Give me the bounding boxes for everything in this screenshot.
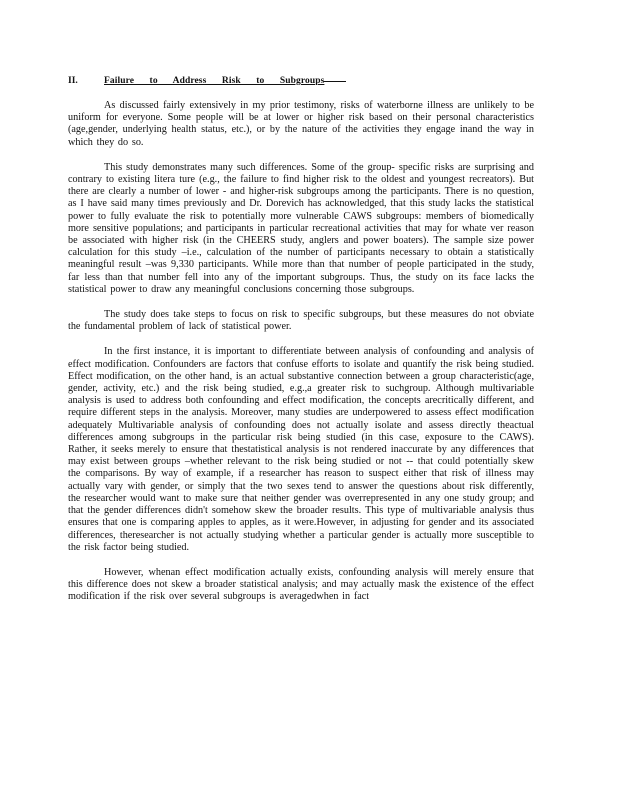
paragraph-1: As discussed fairly extensively in my prior testimony, risks of waterborne illness are unlikely to be uniform for everyone. Some people will be at lower or higher risk based on their personal characteristics (age,gender, underlying health status, etc.), or by the nature of the activities they engage inand the way in which they do so. [68, 100, 534, 148]
title-underline-extension [324, 81, 346, 82]
paragraph-2: This study demonstrates many such differences. Some of the group- specific risks are surprising and contrary to existing litera ture (e.g., the failure to find higher risk to the oldest and youngest recreators). But there are clearly a number of lower - and higher-risk subgroups among the participants. There is no question, as I have said many times previously and Dr. Dorevich has acknowledged, that this study lacks the statistical power to fully evaluate the risk to potentially more vulnerable CAWS subgroups: members of biomedically more sensitive populations; and participants in particular recreational activities that may for whate ver reason be associated with higher risk (in the CHEERS study, anglers and power boaters). The sample size power calculation for this study –i.e., calculation of the number of participants necessary to obtain a statistically meaningful result –was 9,330 participants. While more than that number of people participated in the study, far less than that number fell into any of the important subgroups. Thus, the study on its face lacks the statistical power to draw any meaningful conclusions concerning those subgroups. [68, 161, 534, 295]
paragraph-3: The study does take steps to focus on risk to specific subgroups, but these measures do not obviate the fundamental problem of lack of statistical power. [68, 309, 534, 333]
document-body [68, 100, 534, 604]
section-title: Failure to Address Risk to Subgroups [104, 76, 325, 86]
paragraph-5: However, whenan effect modification actually exists, confounding analysis will merely ensure that this difference does not skew a broader statistical analysis; and may actually mask the existence of the effect modification if the risk over several subgroups is averagedwhen in fact [68, 566, 534, 603]
section-heading [68, 75, 548, 89]
paragraph-4: In the first instance, it is important to differentiate between analysis of confounding and analysis of effect modification. Confounders are factors that confuse efforts to isolate and quantify the risk being studied. Effect modification, on the other hand, is an actual substantive connection between a group characteristic(age, gender, activity, etc.) and the risk being studied, e.g.,a greater risk to suchgroup. Although multivariable analysis is used to address both confounding and effect modification, the concepts arecritically different, and require different steps in the analysis. Moreover, many studies are underpowered to assess effect modification adequately Multivariable analysis of confounding does not actually isolate and assess directly theactual differences among subgroups in the particular risk being studied (in this case, exposure to the CAWS). Rather, it seeks merely to ensure that thestatistical analysis is not rendered inaccurate by any differences that may exist between groups –whether relevant to the risk being studied or not -- that could potentially skew the comparisons. By way of example, if a researcher has reason to suspect either that risk of illness may actually vary with gender, or simply that the two sexes tend to answer the questions about risk differently, the researcher would want to make sure that neither gender was overrepresented in any one study group; and that the gender differences didn't somehow skew the broader results. This type of multivariable analysis thus ensures that one is comparing apples to apples, as it were.However, in adjusting for gender and its associated differences, theresearcher is not actually studying whether a particular gender is actually more susceptible to the risk factor being studied. [68, 346, 534, 553]
section-number: II. [68, 76, 78, 86]
